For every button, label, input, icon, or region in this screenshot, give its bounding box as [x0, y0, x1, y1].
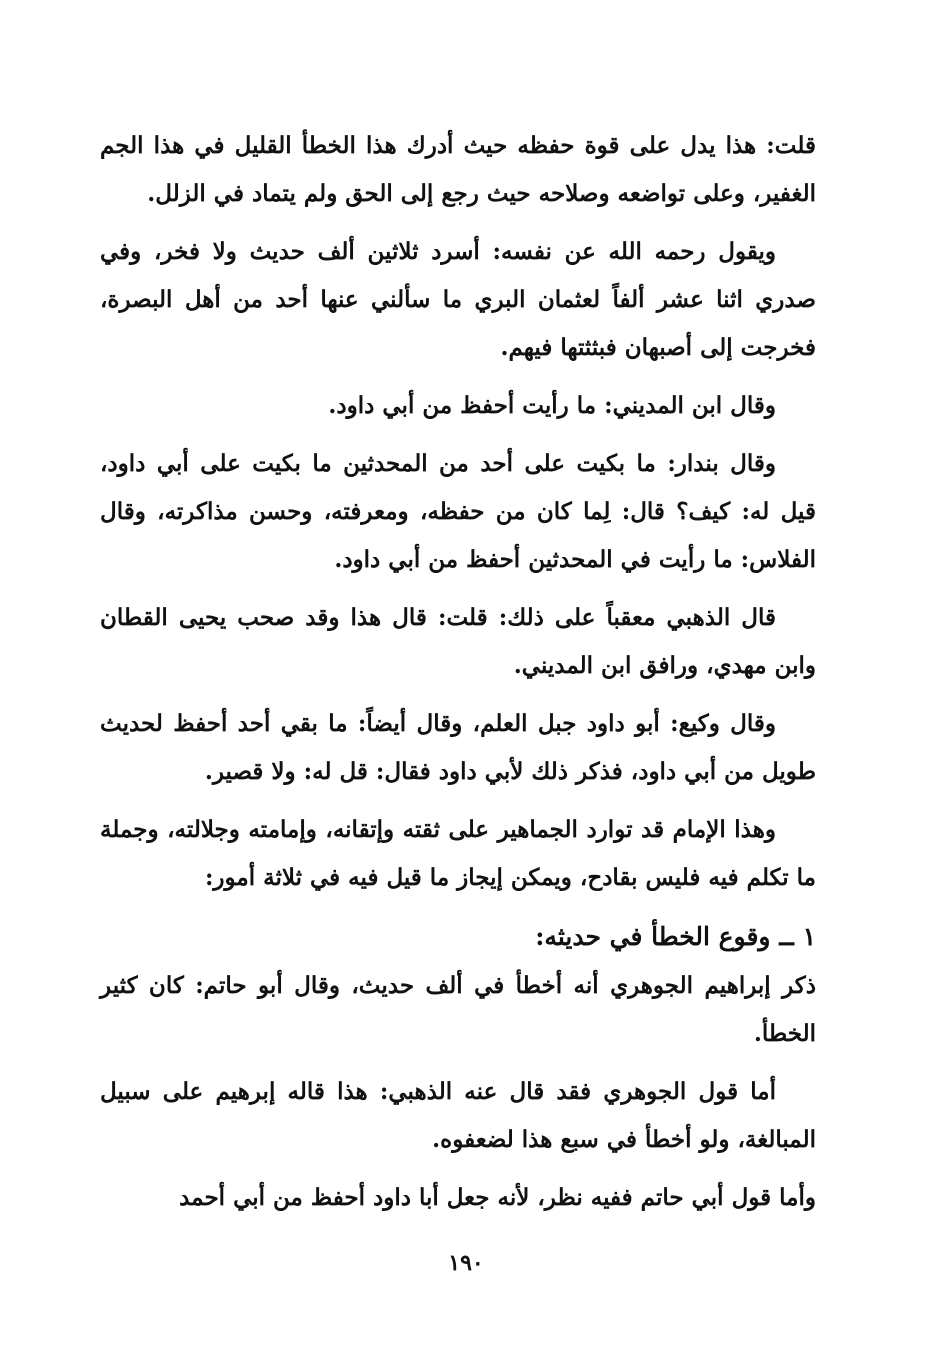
paragraph-2: ويقول رحمه الله عن نفسه: أسرد ثلاثين ألف حديث ولا فخر، وفي صدري اثنا عشر ألفاً لعثمان البري ما سألني عنها أحد من أهل البصرة، فخرجت إلى أصبهان فبثثتها فيهم. [100, 238, 816, 361]
paragraph-5: قال الذهبي معقباً على ذلك: قلت: قال هذا وقد صحب يحيى القطان وابن مهدي، ورافق ابن المديني. [100, 604, 816, 679]
paragraph-3: وقال ابن المديني: ما رأيت أحفظ من أبي داود. [328, 392, 776, 419]
paragraph-8: ذكر إبراهيم الجوهري أنه أخطأ في ألف حديث، وقال أبو حاتم: كان كثير الخطأ. [100, 972, 816, 1047]
page-number: ١٩٠ [448, 1250, 484, 1276]
body-text [100, 122, 816, 1232]
section-heading: ١ ــ وقوع الخطأ في حديثه: [535, 922, 816, 951]
paragraph-1: قلت: هذا يدل على قوة حفظه حيث أدرك هذا الخطأ القليل في هذا الجم الغفير، وعلى تواضعه وصلاحه حيث رجع إلى الحق ولم يتماد في الزلل. [100, 132, 816, 207]
paragraph-7: وهذا الإمام قد توارد الجماهير على ثقته وإتقانه، وإمامته وجلالته، وجملة ما تكلم فيه فليس بقادح، ويمكن إيجاز ما قيل فيه في ثلاثة أمور: [100, 816, 816, 891]
paragraph-4: وقال بندار: ما بكيت على أحد من المحدثين ما بكيت على أبي داود، قيل له: كيف؟ قال: لِما كان من حفظه، ومعرفته، وحسن مذاكرته، وقال الفلاس: ما رأيت في المحدثين أحفظ من أبي داود. [100, 450, 816, 573]
paragraph-6: وقال وكيع: أبو داود جبل العلم، وقال أيضاً: ما بقي أحد أحفظ لحديث طويل من أبي داود، فذكر ذلك لأبي داود فقال: قل له: ولا قصير. [100, 710, 816, 785]
paragraph-10: وأما قول أبي حاتم ففيه نظر، لأنه جعل أبا داود أحفظ من أبي أحمد [179, 1184, 816, 1211]
paragraph-9: أما قول الجوهري فقد قال عنه الذهبي: هذا قاله إبرهيم على سبيل المبالغة، ولو أخطأ في سبع هذا لضعفوه. [100, 1078, 816, 1153]
